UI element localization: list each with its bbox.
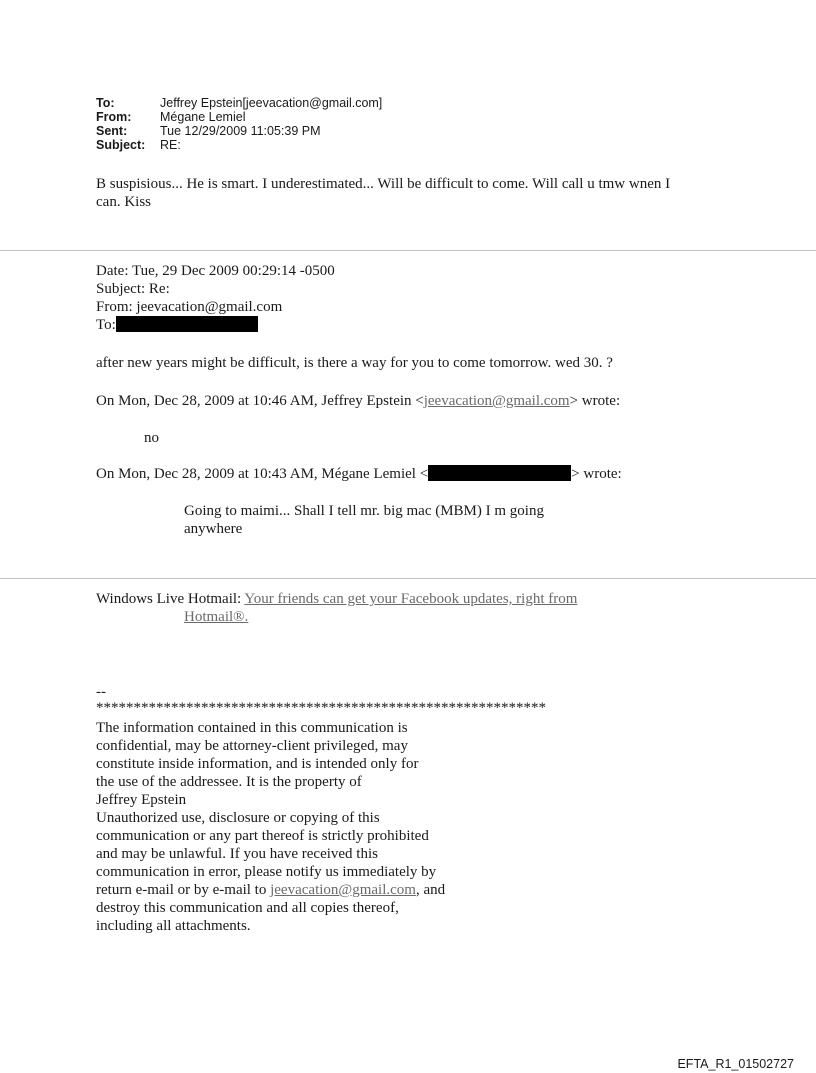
redaction-box	[428, 465, 571, 481]
signature-dashes: --	[96, 684, 106, 700]
email-header	[96, 96, 382, 152]
header-to-value: Jeffrey Epstein[jeevacation@gmail.com]	[160, 96, 383, 110]
reply-line-1: B suspisious... He is smart. I underestimated... Will be difficult to come. Will call u tmw wnen I	[96, 176, 671, 192]
disclaimer-return-prefix: return e-mail or by e-mail to	[96, 882, 271, 898]
header-subject-row	[96, 138, 382, 152]
header-from-label: From:	[96, 110, 132, 124]
disclaimer-return-line	[96, 881, 546, 899]
disclaimer-line: communication or any part thereof is strictly prohibited	[96, 828, 429, 844]
message-3-line-2: anywhere	[184, 521, 243, 537]
disclaimer-line: the use of the addressee. It is the property of	[96, 774, 362, 790]
hotmail-line-1	[96, 590, 577, 608]
thread-attribution-2	[96, 465, 622, 483]
disclaimer-line: communication in error, please notify us immediately by	[96, 864, 437, 880]
disclaimer-line: constitute inside information, and is intended only for	[96, 756, 419, 772]
disclaimer-email-link[interactable]: jeevacation@gmail.com	[270, 882, 416, 898]
header-sent-value: Tue 12/29/2009 11:05:39 PM	[160, 124, 321, 138]
hotmail-prefix: Windows Live Hotmail:	[96, 591, 245, 607]
disclaimer-line: Jeffrey Epstein	[96, 792, 187, 808]
header-to-row	[96, 96, 382, 110]
quoted-subject: Subject: Re:	[96, 281, 170, 297]
redaction-box	[116, 316, 258, 332]
hotmail-promo	[96, 590, 577, 626]
signature-stars: ************************************************************	[96, 700, 546, 716]
attribution-2-suffix: > wrote:	[571, 466, 622, 482]
quoted-date: Date: Tue, 29 Dec 2009 00:29:14 -0500	[96, 263, 335, 279]
hotmail-line-2	[96, 608, 577, 626]
quoted-to-row	[96, 316, 335, 334]
header-subject-label: Subject:	[96, 138, 146, 152]
quoted-to-label: To:	[96, 317, 116, 333]
attribution-1-prefix: On Mon, Dec 28, 2009 at 10:46 AM, Jeffrey Epstein <	[96, 393, 424, 409]
hotmail-promo-link-continued[interactable]: Hotmail®.	[184, 609, 249, 625]
disclaimer-line: The information contained in this communication is	[96, 720, 408, 736]
disclaimer-line: confidential, may be attorney-client privileged, may	[96, 738, 408, 754]
quoted-header	[96, 262, 335, 334]
reply-body	[96, 175, 670, 211]
divider-1	[0, 250, 816, 251]
header-subject-value: RE:	[160, 138, 181, 152]
header-from-row	[96, 110, 382, 124]
thread-message-3	[184, 502, 544, 538]
disclaimer-line: and may be unlawful. If you have received this	[96, 846, 378, 862]
quoted-from: From: jeevacation@gmail.com	[96, 299, 283, 315]
disclaimer-line: destroy this communication and all copies thereof,	[96, 900, 399, 916]
attribution-1-suffix: > wrote:	[569, 393, 621, 409]
message-3-line-1: Going to maimi... Shall I tell mr. big mac (MBM) I m going	[184, 503, 544, 519]
divider-2	[0, 578, 816, 579]
bates-number: EFTA_R1_01502727	[677, 1057, 794, 1071]
attribution-1-email-link[interactable]: jeevacation@gmail.com	[423, 393, 570, 409]
attribution-2-prefix: On Mon, Dec 28, 2009 at 10:43 AM, Mégane Lemiel <	[96, 466, 429, 482]
header-sent-row	[96, 124, 382, 138]
reply-line-2: can. Kiss	[96, 194, 151, 210]
thread-attribution-1	[96, 392, 620, 410]
header-from-value: Mégane Lemiel	[160, 110, 246, 124]
header-to-label: To:	[96, 96, 115, 110]
disclaimer-return-suffix: , and	[415, 882, 446, 898]
signature-block	[96, 683, 546, 935]
thread-message-1: after new years might be difficult, is there a way for you to come tomorrow. wed 30. ?	[96, 355, 613, 371]
disclaimer-line: including all attachments.	[96, 918, 251, 934]
hotmail-promo-link[interactable]: Your friends can get your Facebook updates, right from	[244, 591, 578, 607]
header-sent-label: Sent:	[96, 124, 128, 138]
thread-message-2: no	[144, 430, 159, 446]
disclaimer-line: Unauthorized use, disclosure or copying of this	[96, 810, 380, 826]
